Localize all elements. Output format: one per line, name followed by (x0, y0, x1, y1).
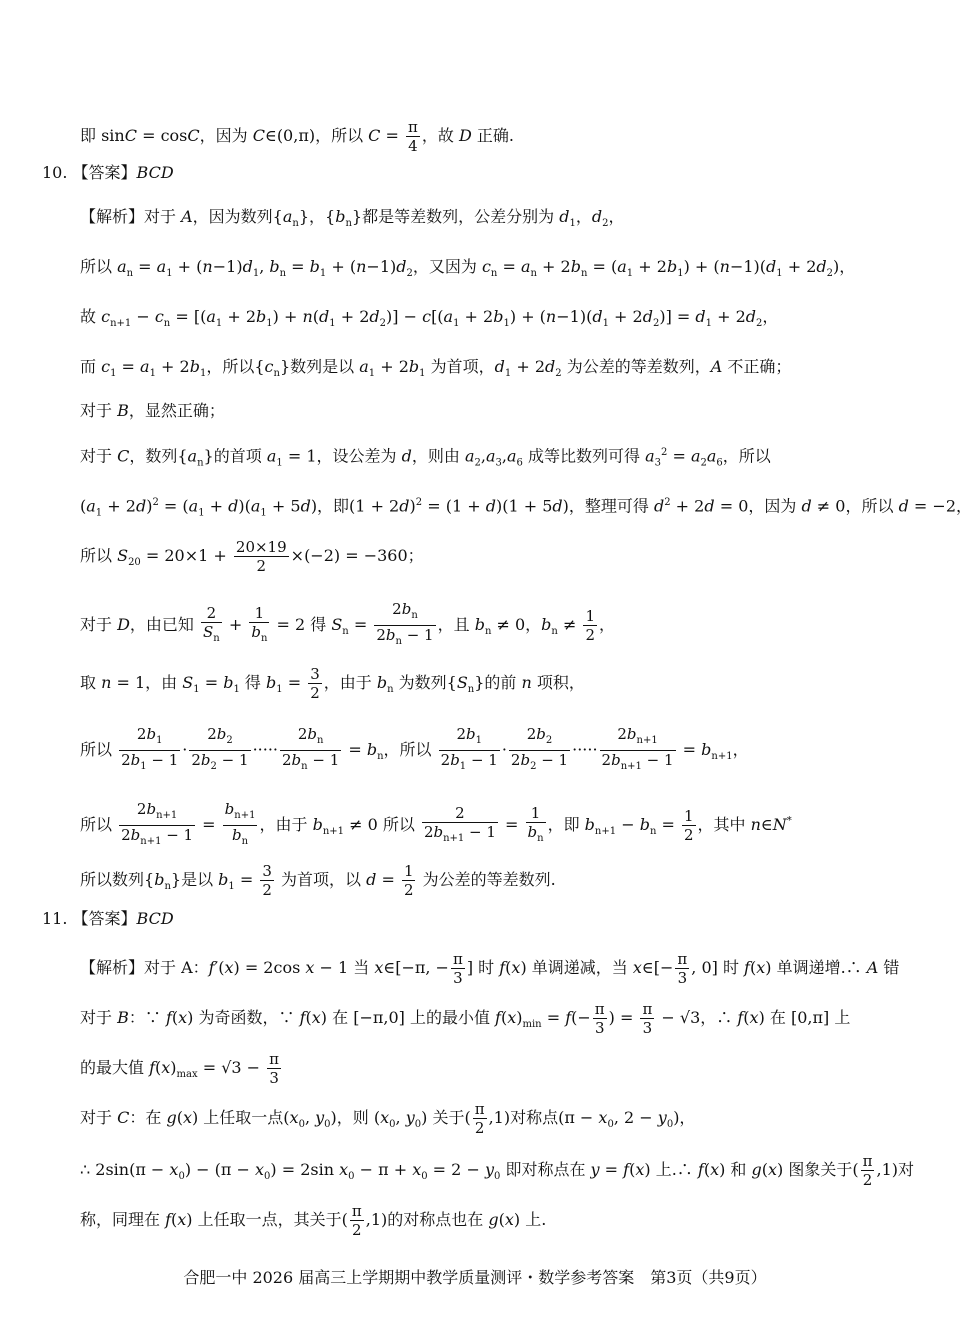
line-5: 故 $c_{n+1} - c_n = [(a_1 + 2b_1) + n(d_1 + 2d_2)] - c[(a_1 + 2b_1) + (n-1)(d_1 + 2d_2)] = d_1 + 2d_2$， (80, 307, 779, 330)
line-12: 取 n = 1，由 $S_1 = b_1$ 得 $b_1$ = $\frac{3}{2}$ ，由于 $b_n$ 为数列$\{S_n\}$的前 n 项积， (80, 665, 585, 702)
line-4: 所以 $a_n = a_1 + (n-1)d_1$, $b_n = b_1 + (n-1)d_2$，又因为 $c_n = a_n + 2b_n = (a_1 + 2b_1) + (n-1)(d_1 + 2d_2)$， (80, 257, 856, 280)
line-1: 即 sinC = cosC，因为 C∈(0,π)，所以 C = $\frac{\pi}{4}$ ，故 D 正确. (80, 118, 514, 155)
line-21: ∴ $2\sin(\pi - x_0) - (\pi - x_0) = 2\sin$ $x_0 - \pi + x_0 = 2 - y_0$ 即对称点在 y = f(x) 上.∴ f(x) 和 g(x) 图象关于( $\frac{\pi}{2}$ ,1)对 (80, 1152, 914, 1189)
line-15: 所以数列$\{b_n\}$是以 $b_1$ = $\frac{3}{2}$ 为首项，以 d = $\frac{1}{2}$ 为公差的等差数列. (80, 862, 556, 899)
line-13: 所以 $\frac{2b_1}{2b_1 - 1}$ · $\frac{2b_2}{2b_2 - 1}$ ····· $\frac{2b_n}{2b_n - 1}$ = $b_n$，所以 $\frac{2b_1}{2b_1 - 1}$ · $\frac{2b_2}{2b_2 - 1}$ ····· $\frac{2b_{n+1}}{2b_{n+1} - 1}$ = $b_{n+1}$， (80, 725, 749, 772)
line-22: 称，同理在 f(x) 上任取一点，其关于( $\frac{\pi}{2}$ ,1)的对称点也在 g(x) 上. (80, 1202, 547, 1239)
line-20: 对于 C：在 g(x) 上任取一点($x_0$, $y_0$)，则 ($x_0$, $y_0$) 关于( $\frac{\pi}{2}$ ,1)对称点($\pi - x_0$, $2 - y_0$)， (80, 1100, 696, 1137)
line-9: $(a_1 + 2d)^2 = (a_1 + d)(a_1 + 5d)$，即$(1 + 2d)^2 = (1 + d)(1 + 5d)$，整理可得 $d^2 + 2d = 0$，因为 d ≠ 0，所以 d = −2， (80, 496, 972, 519)
line-19: 的最大值 $f(x)_{max} = √3$ − $\frac{\pi}{3}$ (80, 1050, 280, 1087)
line-14: 所以 $\frac{2b_{n+1}}{2b_{n+1} - 1}$ = $\frac{b_{n+1}}{b_n}$ ，由于 $b_{n+1} \ne 0$ 所以 $\frac{2}{2b_{n+1} - 1}$ = $\frac{1}{b_n}$ ，即 $b_{n+1} - b_n$ = $\frac{1}{2}$ ，其中 n∈N* (80, 800, 792, 847)
page-footer: 合肥一中 2026 届高三上学期期中教学质量测评・数学参考答案 第3页（共9页） (183, 1268, 767, 1287)
line-17: 【解析】对于 A：f′(x) = 2cos x − 1 当 x∈[−π, − $\frac{\pi}{3}$ ] 时 f(x) 单调递减，当 x∈[− $\frac{\pi}{3}$ , 0] 时 f(x) 单调递增.∴ A 错 (80, 950, 900, 987)
line-2: 10. 【答案】BCD (42, 163, 174, 182)
line-8: 对于 C，数列$\{a_n\}$的首项 $a_1 = 1$，设公差为 d，则由 $a_2,a_3,a_6$ 成等比数列可得 $a_3^2 = a_2a_6$，所以 (80, 446, 771, 469)
line-11: 对于 D，由已知 $\frac{2}{S_n}$ + $\frac{1}{b_n}$ = 2 得 $S_n$ = $\frac{2b_n}{2b_n - 1}$ ，且 $b_n \ne 0$，$b_n$ ≠ $\frac{1}{2}$ ， (80, 600, 615, 647)
line-3: 【解析】对于 A，因为数列$\{a_n\}$，$\{b_n\}$都是等差数列，公差分别为 $d_1$，$d_2$， (80, 207, 625, 230)
line-10: 所以 $S_{20} = 20\times 1$ + $\frac{20\times 19}{2}$ ×(−2) = −360； (80, 538, 424, 575)
line-7: 对于 B，显然正确； (80, 401, 225, 420)
line-6: 而 $c_1 = a_1 + 2b_1$，所以$\{c_n\}$数列是以 $a_1 + 2b_1$ 为首项，$d_1 + 2d_2$ 为公差的等差数列，A 不正确； (80, 357, 792, 380)
line-18: 对于 B：∵ f(x) 为奇函数，∵ f(x) 在 [−π,0] 上的最小值 $f(x)_{min} = f(-$ $\frac{\pi}{3}$ ) = $\frac{\pi}{3}$ − √3，∴ f(x) 在 [0,π] 上 (80, 1000, 851, 1037)
line-16: 11. 【答案】BCD (42, 909, 174, 928)
